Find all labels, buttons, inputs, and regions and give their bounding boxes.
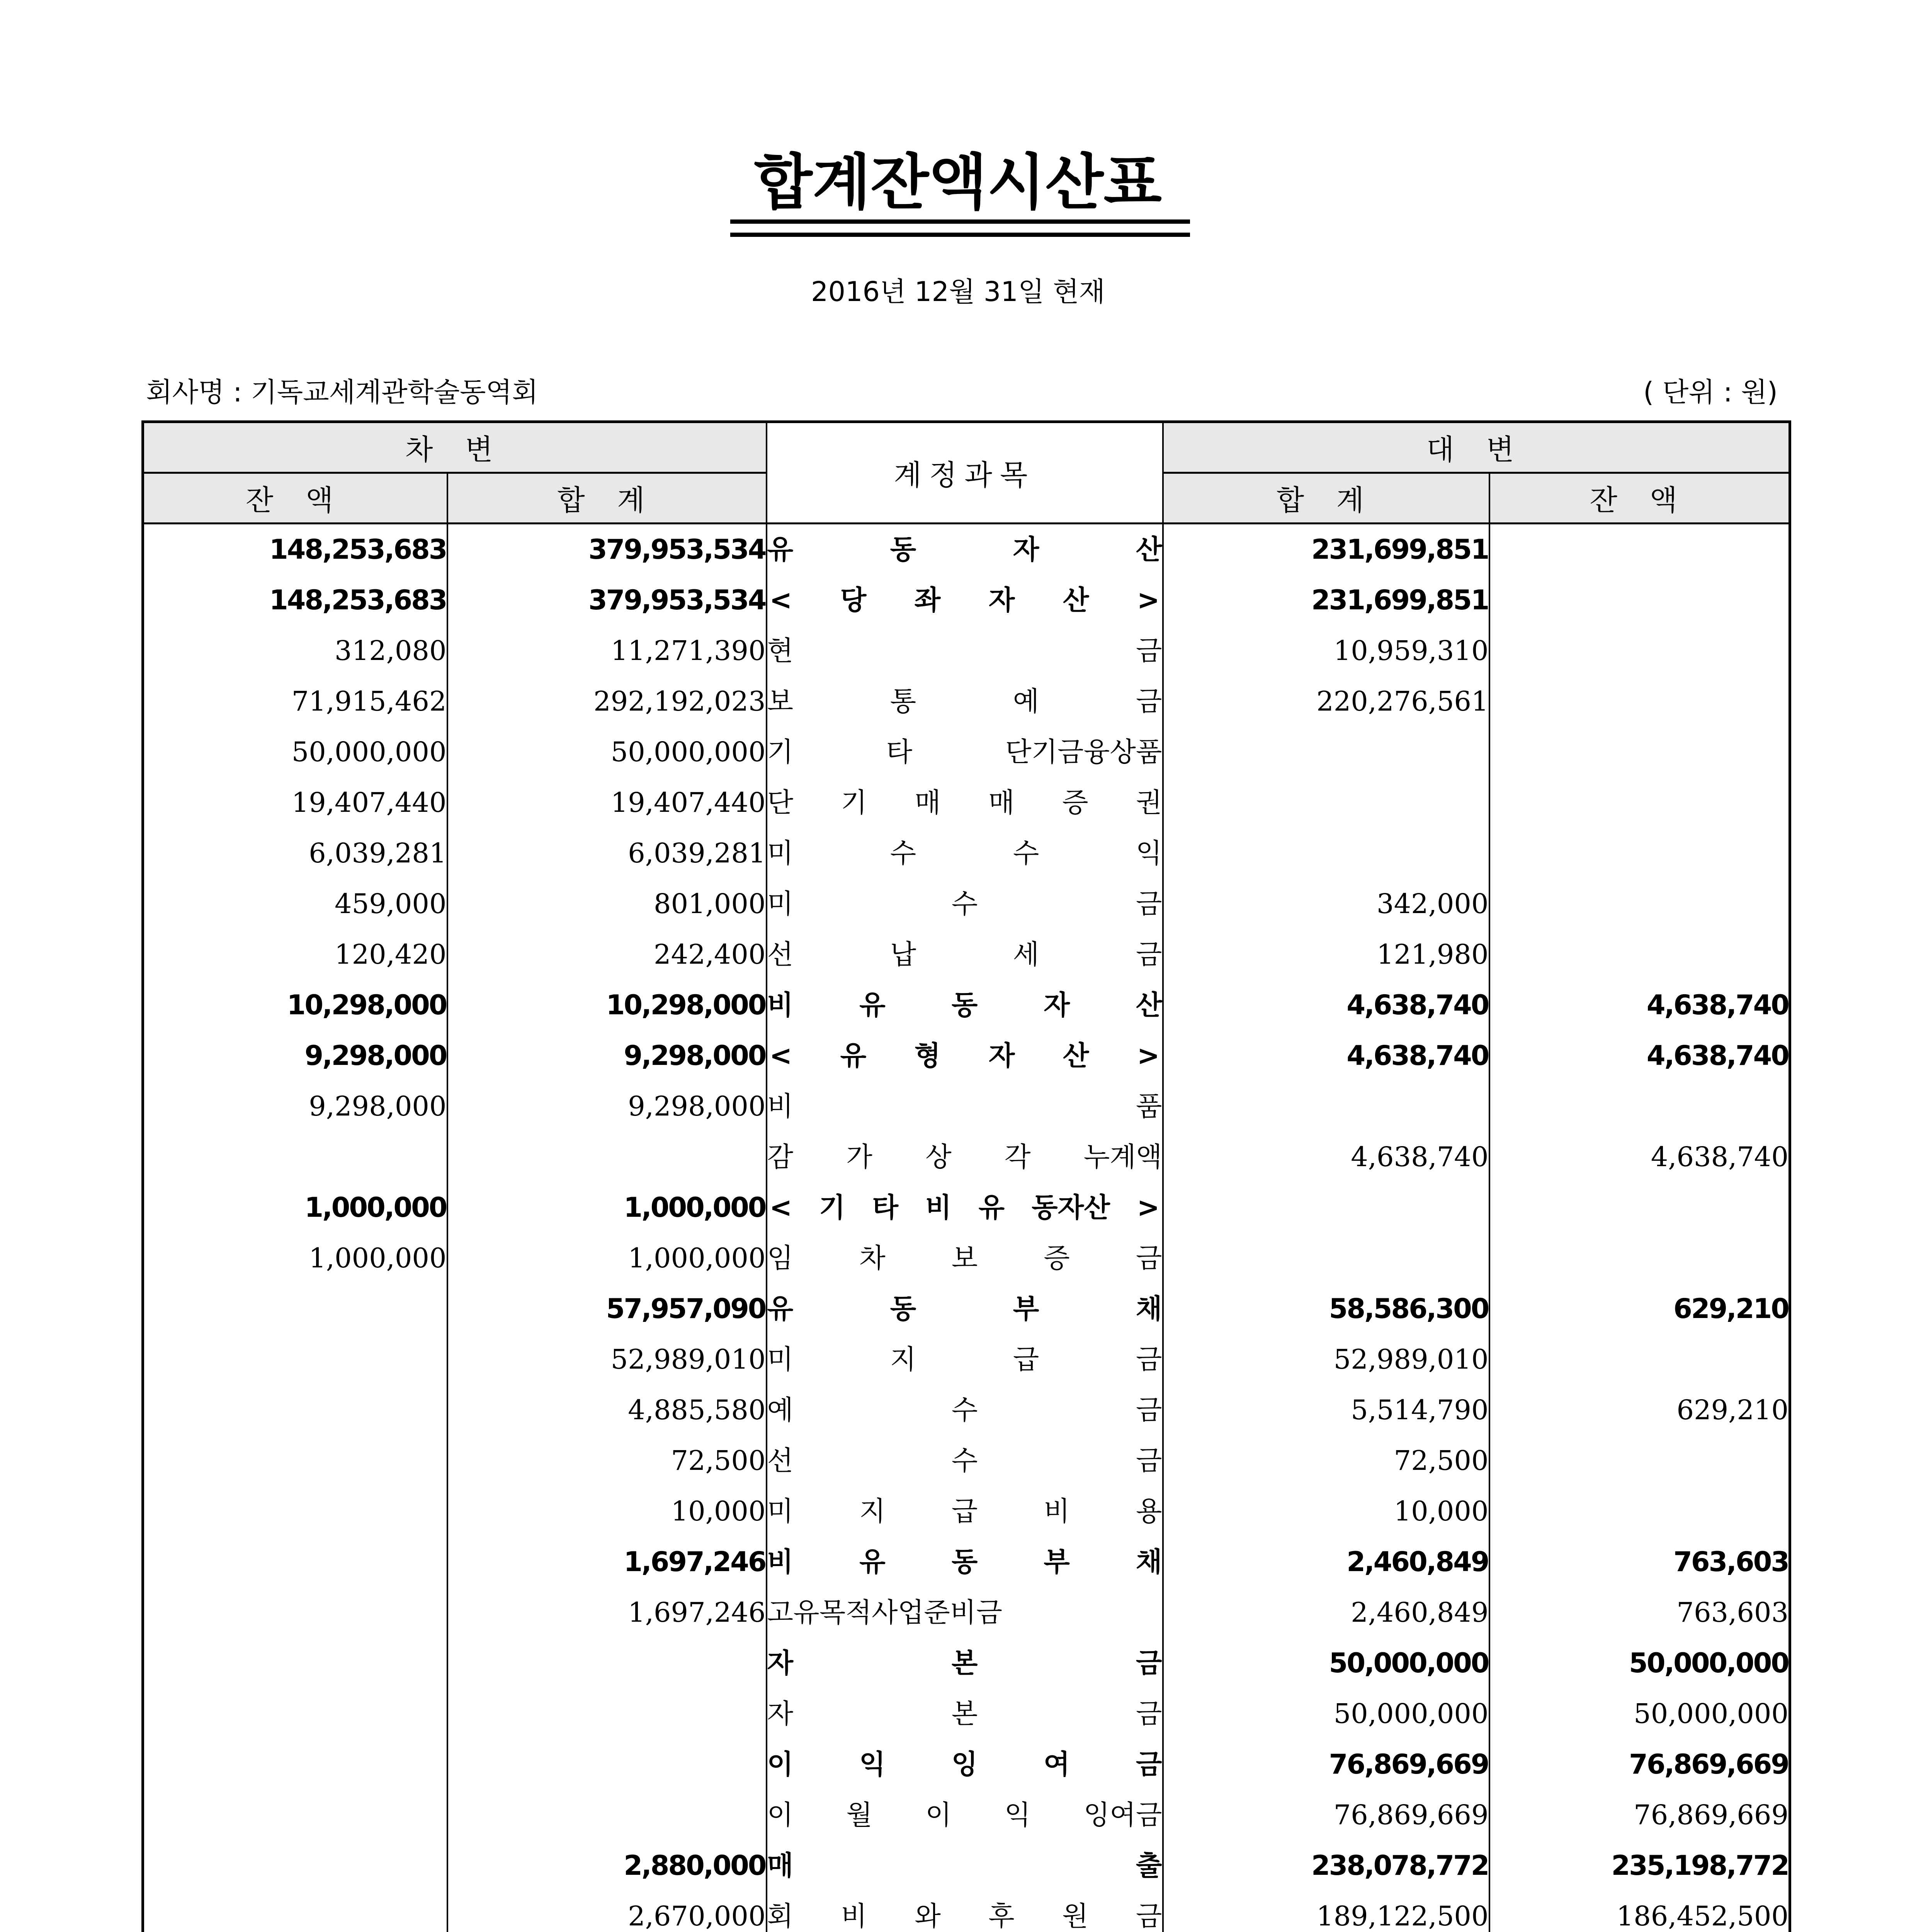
report-date: 2016년 12월 31일 현재	[811, 276, 1105, 308]
table-row	[143, 1891, 1790, 1932]
account-name-cell	[767, 1486, 1163, 1537]
account-name-part: 비	[1044, 1495, 1070, 1527]
debit-balance-cell: 50,000,000	[143, 727, 447, 777]
account-name-part: 금	[1136, 888, 1162, 920]
credit-balance-cell	[1489, 777, 1790, 828]
account-name-part: 금	[1136, 685, 1162, 717]
account-name-part: 수	[951, 888, 978, 920]
debit-balance-cell	[143, 1891, 447, 1932]
account-name-cell	[767, 1334, 1163, 1385]
account-name-cell	[767, 929, 1163, 980]
account-name-part: 급	[1013, 1344, 1039, 1375]
account-name-part: 비	[767, 1546, 794, 1578]
table-row	[143, 1031, 1790, 1081]
account-name-part: 산	[1063, 1040, 1089, 1071]
credit-balance-cell	[1489, 879, 1790, 929]
account-name-part: 선	[767, 1445, 794, 1476]
open-bracket: <	[769, 584, 792, 616]
debit-balance-cell: 459,000	[143, 879, 447, 929]
account-name-part: 품	[1136, 1090, 1162, 1122]
debit-total-cell	[447, 1689, 767, 1739]
account-name-part: 잉여금	[1083, 1799, 1162, 1831]
debit-total-cell: 19,407,440	[447, 777, 767, 828]
credit-total-cell: 58,586,300	[1163, 1284, 1489, 1334]
debit-total-cell: 10,298,000	[447, 980, 767, 1031]
credit-total-cell: 4,638,740	[1163, 980, 1489, 1031]
account-name-part: 당	[840, 584, 867, 616]
credit-balance-cell: 763,603	[1489, 1537, 1790, 1587]
credit-total-cell: 10,959,310	[1163, 626, 1489, 676]
debit-total-cell	[447, 1739, 767, 1790]
credit-total-cell	[1163, 777, 1489, 828]
account-name-part: 미	[767, 837, 794, 869]
credit-balance-cell	[1489, 1182, 1790, 1233]
debit-total-cell: 11,271,390	[447, 626, 767, 676]
account-name-part: 자	[767, 1698, 794, 1730]
account-name-cell	[767, 727, 1163, 777]
account-name-part: 회	[767, 1900, 794, 1932]
credit-balance-cell: 76,869,669	[1489, 1739, 1790, 1790]
account-name-part: 누계액	[1083, 1141, 1162, 1173]
table-row	[143, 1840, 1790, 1891]
table-row	[143, 1132, 1790, 1182]
account-name-part: 감	[767, 1141, 794, 1173]
open-bracket: <	[769, 1192, 792, 1223]
table-row	[143, 879, 1790, 929]
account-name-part: 금	[1136, 1445, 1162, 1476]
account-name-part: 동	[951, 1546, 978, 1578]
credit-total-cell: 5,514,790	[1163, 1385, 1489, 1435]
account-name-part: 부	[1044, 1546, 1070, 1578]
credit-balance-cell: 50,000,000	[1489, 1638, 1790, 1689]
account-name-part: 금	[1136, 1647, 1162, 1679]
debit-total-cell	[447, 1132, 767, 1182]
credit-balance-cell: 4,638,740	[1489, 1132, 1790, 1182]
debit-total-cell: 242,400	[447, 929, 767, 980]
credit-total-cell: 4,638,740	[1163, 1031, 1489, 1081]
credit-balance-cell: 629,210	[1489, 1385, 1790, 1435]
account-name-part: 이	[925, 1799, 952, 1831]
table-row	[143, 1385, 1790, 1435]
debit-total-cell: 72,500	[447, 1435, 767, 1486]
account-name-part: 보	[951, 1242, 978, 1274]
debit-total-cell: 379,953,534	[447, 524, 767, 575]
debit-total-cell: 1,697,246	[447, 1587, 767, 1638]
account-name-part: 예	[767, 1394, 794, 1426]
credit-balance-cell	[1489, 929, 1790, 980]
debit-total-cell: 2,880,000	[447, 1840, 767, 1891]
credit-balance-cell: 763,603	[1489, 1587, 1790, 1638]
account-name-part: 동자산	[1032, 1192, 1110, 1223]
debit-balance-cell: 19,407,440	[143, 777, 447, 828]
account-name-part: 자	[1013, 534, 1039, 565]
account-name-cell	[767, 1132, 1163, 1182]
account-name-part: 이	[767, 1799, 794, 1831]
debit-balance-cell: 1,000,000	[143, 1182, 447, 1233]
account-name-part: 익	[1004, 1799, 1031, 1831]
credit-total-header: 합 계	[1163, 473, 1489, 524]
account-name-cell	[767, 1891, 1163, 1932]
account-name-part: 산	[1136, 534, 1162, 565]
account-name-part: 보	[767, 685, 794, 717]
credit-total-cell: 10,000	[1163, 1486, 1489, 1537]
table-row	[143, 575, 1790, 626]
account-name-part: 타	[886, 736, 913, 768]
close-bracket: >	[1137, 584, 1160, 616]
account-name-part: 금	[1136, 1394, 1162, 1426]
debit-balance-cell	[143, 1132, 447, 1182]
debit-total-cell: 9,298,000	[447, 1081, 767, 1132]
credit-total-cell: 72,500	[1163, 1435, 1489, 1486]
table-row	[143, 980, 1790, 1031]
account-name-part: 유	[859, 1546, 886, 1578]
table-row	[143, 1081, 1790, 1132]
credit-balance-cell	[1489, 1486, 1790, 1537]
account-name-cell	[767, 1182, 1163, 1233]
table-row	[143, 1689, 1790, 1739]
account-name-cell	[767, 1435, 1163, 1486]
debit-balance-cell: 9,298,000	[143, 1081, 447, 1132]
debit-balance-cell	[143, 1537, 447, 1587]
title-underline-top	[730, 219, 1190, 224]
table-row	[143, 777, 1790, 828]
account-name-cell	[767, 1587, 1163, 1638]
account-name-part: 자	[988, 1040, 1015, 1071]
account-name-part: 세	[1013, 939, 1039, 970]
account-name-part: 산	[1136, 989, 1162, 1021]
account-name-part: 여	[1044, 1748, 1070, 1780]
account-name-part: 기	[841, 787, 867, 818]
account-name-part: 이	[767, 1748, 794, 1780]
account-name-part: 동	[890, 1293, 916, 1325]
account-name-part: 금	[1136, 1748, 1162, 1780]
account-name-part: 현	[767, 635, 794, 667]
account-name-cell	[767, 1537, 1163, 1587]
debit-balance-cell: 148,253,683	[143, 575, 447, 626]
account-name-part: 동	[951, 989, 978, 1021]
account-name-part: 와	[915, 1900, 941, 1932]
credit-balance-header: 잔 액	[1489, 473, 1790, 524]
credit-total-cell	[1163, 1081, 1489, 1132]
account-name-part: 용	[1136, 1495, 1162, 1527]
account-name-part: 유	[767, 534, 794, 565]
account-name-part: 형	[914, 1040, 941, 1071]
account-name-part: 권	[1136, 787, 1162, 818]
account-name-part: 매	[988, 787, 1015, 818]
table-body	[143, 524, 1790, 1932]
debit-total-cell: 1,000,000	[447, 1233, 767, 1284]
table-row	[143, 676, 1790, 727]
account-name-part: 비	[767, 989, 794, 1021]
account-name-cell	[767, 777, 1163, 828]
account-name-part: 납	[890, 939, 916, 970]
debit-total-cell: 2,670,000	[447, 1891, 767, 1932]
credit-total-cell: 220,276,561	[1163, 676, 1489, 727]
account-name-part: 비	[925, 1192, 952, 1223]
account-name-part: 기	[819, 1192, 845, 1223]
account-name-cell	[767, 1689, 1163, 1739]
credit-total-cell: 231,699,851	[1163, 575, 1489, 626]
debit-total-cell: 1,697,246	[447, 1537, 767, 1587]
debit-balance-cell	[143, 1284, 447, 1334]
debit-balance-cell: 312,080	[143, 626, 447, 676]
debit-total-cell	[447, 1638, 767, 1689]
account-name-part: 매	[915, 787, 941, 818]
account-name-part: 금	[1136, 1344, 1162, 1375]
credit-total-cell	[1163, 1182, 1489, 1233]
account-name-part: 수	[1013, 837, 1039, 869]
account-name-part: 좌	[914, 584, 941, 616]
account-name-part: 부	[1013, 1293, 1039, 1325]
debit-total-cell: 4,885,580	[447, 1385, 767, 1435]
table-row	[143, 727, 1790, 777]
credit-total-cell: 342,000	[1163, 879, 1489, 929]
debit-balance-cell	[143, 1486, 447, 1537]
account-name-cell	[767, 980, 1163, 1031]
credit-balance-cell	[1489, 1435, 1790, 1486]
table-row	[143, 524, 1790, 575]
account-name-part: 익	[1136, 837, 1162, 869]
account-name-part: 유	[978, 1192, 1005, 1223]
debit-balance-cell: 120,420	[143, 929, 447, 980]
credit-total-cell: 238,078,772	[1163, 1840, 1489, 1891]
table-row	[143, 1587, 1790, 1638]
debit-total-cell: 10,000	[447, 1486, 767, 1537]
credit-balance-cell	[1489, 676, 1790, 727]
account-name-part: 예	[1013, 685, 1039, 717]
debit-total-cell: 9,298,000	[447, 1031, 767, 1081]
credit-balance-cell	[1489, 1334, 1790, 1385]
account-name-part: 지	[859, 1495, 886, 1527]
credit-total-cell: 2,460,849	[1163, 1537, 1489, 1587]
table-row	[143, 1334, 1790, 1385]
account-name-part: 월	[846, 1799, 872, 1831]
credit-balance-cell: 235,198,772	[1489, 1840, 1790, 1891]
debit-total-cell	[447, 1790, 767, 1840]
account-name-part: 미	[767, 888, 794, 920]
account-name-part: 자	[988, 584, 1015, 616]
debit-balance-cell: 10,298,000	[143, 980, 447, 1031]
credit-total-cell: 52,989,010	[1163, 1334, 1489, 1385]
table-row	[143, 1435, 1790, 1486]
account-name-part: 비	[767, 1090, 794, 1122]
credit-total-cell: 231,699,851	[1163, 524, 1489, 575]
credit-total-cell	[1163, 727, 1489, 777]
credit-total-cell: 121,980	[1163, 929, 1489, 980]
debit-balance-cell	[143, 1385, 447, 1435]
credit-balance-cell	[1489, 524, 1790, 575]
debit-balance-cell	[143, 1587, 447, 1638]
account-name-part: 익	[859, 1748, 886, 1780]
account-name-part: 미	[767, 1495, 794, 1527]
close-bracket: >	[1137, 1040, 1160, 1071]
account-name-part: 매	[767, 1850, 794, 1881]
account-name-part: 금	[1136, 1242, 1162, 1274]
title-underline-bottom	[730, 233, 1190, 237]
credit-balance-cell	[1489, 575, 1790, 626]
account-name-part: 증	[1044, 1242, 1070, 1274]
account-name-part: 금	[1136, 939, 1162, 970]
account-name-part: 증	[1062, 787, 1088, 818]
company-name: 회사명 : 기독교세계관학술동역회	[146, 376, 538, 408]
table-row	[143, 1233, 1790, 1284]
account-name-part: 잉	[951, 1748, 978, 1780]
account-name-part: 상	[925, 1141, 952, 1173]
credit-total-cell: 2,460,849	[1163, 1587, 1489, 1638]
account-name-cell	[767, 828, 1163, 879]
account-name-cell	[767, 1790, 1163, 1840]
account-name-cell	[767, 1233, 1163, 1284]
account-name-part: 미	[767, 1344, 794, 1375]
debit-balance-cell: 1,000,000	[143, 1233, 447, 1284]
account-name-part: 채	[1136, 1293, 1162, 1325]
account-name-part: 통	[890, 685, 916, 717]
account-name-cell	[767, 626, 1163, 676]
account-name-part: 각	[1004, 1141, 1031, 1173]
account-name-part: 유	[859, 989, 886, 1021]
table-row	[143, 1638, 1790, 1689]
debit-total-cell: 52,989,010	[447, 1334, 767, 1385]
table-row	[143, 828, 1790, 879]
credit-balance-cell: 629,210	[1489, 1284, 1790, 1334]
credit-total-cell: 76,869,669	[1163, 1790, 1489, 1840]
debit-total-cell: 379,953,534	[447, 575, 767, 626]
account-name-part: 유	[767, 1293, 794, 1325]
page-title: 합계잔액시산표	[754, 147, 1162, 218]
close-bracket: >	[1137, 1192, 1160, 1223]
account-name-part: 급	[951, 1495, 978, 1527]
debit-balance-cell	[143, 1689, 447, 1739]
debit-balance-cell	[143, 1334, 447, 1385]
debit-total-cell: 292,192,023	[447, 676, 767, 727]
account-name-part: 수	[951, 1445, 978, 1476]
table-row	[143, 1486, 1790, 1537]
account-name-part: 차	[859, 1242, 886, 1274]
account-name-part: 고유목적사업준비금	[767, 1597, 1003, 1628]
credit-balance-cell: 4,638,740	[1489, 980, 1790, 1031]
debit-total-cell: 801,000	[447, 879, 767, 929]
account-name-part: 지	[890, 1344, 916, 1375]
account-name-cell	[767, 1385, 1163, 1435]
account-name-cell	[767, 1739, 1163, 1790]
debit-total-cell: 6,039,281	[447, 828, 767, 879]
account-name-cell	[767, 1284, 1163, 1334]
account-name-part: 선	[767, 939, 794, 970]
account-name-part: 기	[767, 736, 794, 768]
debit-balance-cell	[143, 1790, 447, 1840]
credit-balance-cell	[1489, 1233, 1790, 1284]
debit-balance-cell	[143, 1739, 447, 1790]
credit-total-cell: 76,869,669	[1163, 1739, 1489, 1790]
account-name-part: 단	[767, 787, 794, 818]
credit-balance-cell	[1489, 1081, 1790, 1132]
table-row	[143, 626, 1790, 676]
account-name-cell	[767, 575, 1163, 626]
account-name-part: 채	[1136, 1546, 1162, 1578]
table-row	[143, 1537, 1790, 1587]
unit-label: ( 단위 : 원)	[1643, 376, 1778, 408]
debit-balance-cell: 148,253,683	[143, 524, 447, 575]
debit-total-cell: 50,000,000	[447, 727, 767, 777]
account-name-cell	[767, 1031, 1163, 1081]
trial-balance-table	[141, 420, 1791, 1932]
credit-balance-cell	[1489, 727, 1790, 777]
account-name-part: 비	[841, 1900, 867, 1932]
debit-balance-cell	[143, 1435, 447, 1486]
credit-total-cell: 4,638,740	[1163, 1132, 1489, 1182]
debit-total-cell: 1,000,000	[447, 1182, 767, 1233]
account-name-part: 수	[951, 1394, 978, 1426]
debit-total-cell: 57,957,090	[447, 1284, 767, 1334]
table-row	[143, 1182, 1790, 1233]
account-name-part: 출	[1136, 1850, 1162, 1881]
account-name-part: 원	[1062, 1900, 1088, 1932]
credit-total-cell: 50,000,000	[1163, 1638, 1489, 1689]
debit-balance-cell: 71,915,462	[143, 676, 447, 727]
debit-balance-cell: 9,298,000	[143, 1031, 447, 1081]
account-name-part: 후	[988, 1900, 1015, 1932]
credit-balance-cell: 50,000,000	[1489, 1689, 1790, 1739]
debit-header: 차 변	[143, 422, 767, 473]
credit-balance-cell: 76,869,669	[1489, 1790, 1790, 1840]
account-name-cell	[767, 1638, 1163, 1689]
table-row	[143, 1739, 1790, 1790]
account-name-part: 산	[1063, 584, 1089, 616]
debit-balance-header: 잔 액	[143, 473, 447, 524]
credit-header: 대 변	[1163, 422, 1790, 473]
account-name-cell	[767, 1840, 1163, 1891]
account-name-cell	[767, 524, 1163, 575]
credit-balance-cell	[1489, 828, 1790, 879]
account-name-cell	[767, 1081, 1163, 1132]
credit-total-cell	[1163, 1233, 1489, 1284]
debit-balance-cell: 6,039,281	[143, 828, 447, 879]
account-name-cell	[767, 676, 1163, 727]
account-header: 계정과목	[767, 422, 1163, 524]
account-name-part: 본	[951, 1647, 978, 1679]
table-row	[143, 1284, 1790, 1334]
account-name-part: 가	[846, 1141, 872, 1173]
credit-total-cell: 50,000,000	[1163, 1689, 1489, 1739]
account-name-cell	[767, 879, 1163, 929]
credit-total-cell	[1163, 828, 1489, 879]
debit-balance-cell	[143, 1840, 447, 1891]
account-name-part: 금	[1136, 1900, 1162, 1932]
account-name-part: 임	[767, 1242, 794, 1274]
debit-total-header: 합 계	[447, 473, 767, 524]
account-name-part: 유	[840, 1040, 867, 1071]
account-name-part: 금	[1136, 635, 1162, 667]
credit-total-cell: 189,122,500	[1163, 1891, 1489, 1932]
credit-balance-cell: 186,452,500	[1489, 1891, 1790, 1932]
account-name-part: 자	[767, 1647, 794, 1679]
account-name-part: 수	[890, 837, 916, 869]
credit-balance-cell	[1489, 626, 1790, 676]
account-name-part: 금	[1136, 1698, 1162, 1730]
table-row	[143, 929, 1790, 980]
account-name-part: 동	[890, 534, 916, 565]
account-name-part: 본	[951, 1698, 978, 1730]
account-name-part: 자	[1044, 989, 1070, 1021]
table-row	[143, 1790, 1790, 1840]
account-name-part: 타	[872, 1192, 899, 1223]
open-bracket: <	[769, 1040, 792, 1071]
credit-balance-cell: 4,638,740	[1489, 1031, 1790, 1081]
account-name-part: 단기금융상품	[1005, 736, 1162, 768]
debit-balance-cell	[143, 1638, 447, 1689]
